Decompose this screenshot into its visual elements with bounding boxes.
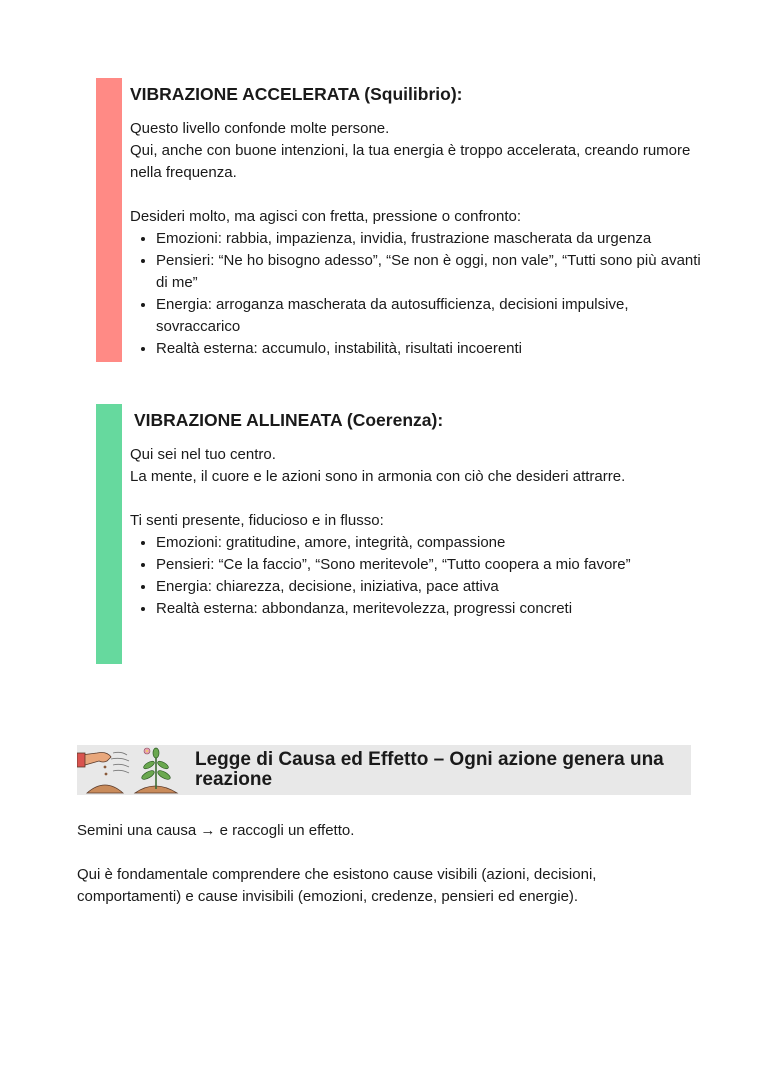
- law-body: [77, 820, 697, 908]
- hand-sowing-seed-and-sprout-illustration: [77, 745, 181, 795]
- law-header-banner: [77, 745, 691, 795]
- list-item: • Energia: arroganza mascherata da autosufficienza, decisioni impulsive, sovraccarico: [156, 294, 716, 338]
- law-paragraph-2: Qui è fondamentale comprendere che esistono cause visibili (azioni, decisioni, comportamenti) e cause invisibili (emozioni, credenze, pensieri ed energie).: [77, 866, 597, 905]
- accelerated-vibration-section: [96, 78, 716, 362]
- accelerated-intro-2: Qui, anche con buone intenzioni, la tua energia è troppo accelerata, creando rumore nella frequenza.: [130, 142, 691, 181]
- accelerated-intro-1: Questo livello confonde molte persone.: [130, 120, 390, 137]
- aligned-intro-1: Qui sei nel tuo centro.: [130, 446, 276, 463]
- list-item: • Pensieri: “Ne ho bisogno adesso”, “Se non è oggi, non vale”, “Tutti sono più avanti di me”: [156, 250, 716, 294]
- list-item: • Pensieri: “Ce la faccio”, “Sono meritevole”, “Tutto coopera a mio favore”: [156, 554, 716, 576]
- list-item: • Emozioni: gratitudine, amore, integrità, compassione: [156, 532, 716, 554]
- law-title: Legge di Causa ed Effetto – Ogni azione genera una reazione: [195, 749, 664, 790]
- accelerated-title: VIBRAZIONE ACCELERATA (Squilibrio):: [130, 84, 463, 104]
- list-item: • Emozioni: rabbia, impazienza, invidia, frustrazione mascherata da urgenza: [156, 228, 716, 250]
- accelerated-list: [130, 228, 716, 360]
- accelerated-content: [130, 83, 716, 360]
- aligned-vibration-section: [96, 404, 716, 664]
- aligned-lead: Ti senti presente, fiducioso e in flusso:: [130, 512, 384, 529]
- aligned-content: [130, 409, 716, 620]
- accelerated-lead: Desideri molto, ma agisci con fretta, pressione o confronto:: [130, 208, 522, 225]
- list-item: • Realtà esterna: abbondanza, meritevolezza, progressi concreti: [156, 598, 716, 620]
- law-paragraph-1: Semini una causa → e raccogli un effetto.: [77, 822, 355, 839]
- list-item: • Realtà esterna: accumulo, instabilità, risultati incoerenti: [156, 338, 716, 360]
- aligned-intro-2: La mente, il cuore e le azioni sono in armonia con ciò che desideri attrarre.: [130, 468, 626, 485]
- aligned-list: [130, 532, 716, 620]
- red-accent-bar: [96, 78, 122, 362]
- aligned-title: VIBRAZIONE ALLINEATA (Coerenza):: [134, 410, 444, 430]
- green-accent-bar: [96, 404, 122, 664]
- list-item: • Energia: chiarezza, decisione, iniziativa, pace attiva: [156, 576, 716, 598]
